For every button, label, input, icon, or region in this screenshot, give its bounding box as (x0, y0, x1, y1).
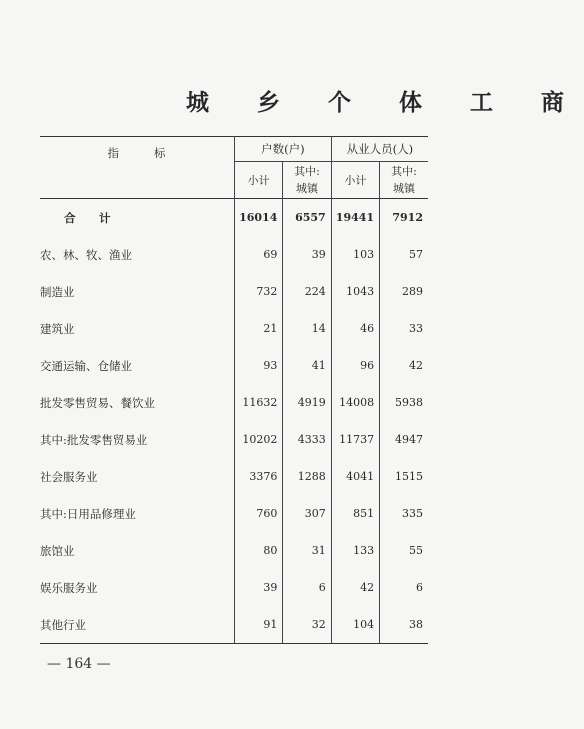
households-urban-cell: 224 (283, 273, 331, 310)
employees-total-cell: 96 (331, 347, 379, 384)
households-total-header: 小计 (235, 162, 283, 199)
households-total-cell: 11632 (235, 384, 283, 421)
row-label: 农、林、牧、渔业 (40, 247, 132, 262)
row-label: 其中:批发零售贸易业 (40, 432, 148, 447)
table-row (40, 236, 428, 273)
households-total-cell: 760 (235, 495, 283, 532)
households-group-header: 户数(户) (235, 137, 332, 162)
employees-urban-cell: 5938 (380, 384, 428, 421)
employees-urban-cell: 335 (380, 495, 428, 532)
table-row (40, 569, 428, 606)
row-label: 制造业 (40, 284, 75, 299)
employees-urban-header-line2: 城镇 (393, 182, 416, 195)
households-urban-cell: 6557 (283, 199, 331, 237)
row-label: 批发零售贸易、餐饮业 (40, 395, 155, 410)
households-urban-cell: 4333 (283, 421, 331, 458)
row-label: 社会服务业 (40, 469, 98, 484)
employees-total-cell: 46 (331, 310, 379, 347)
employees-urban-cell: 42 (380, 347, 428, 384)
employees-urban-cell: 7912 (380, 199, 428, 237)
row-label: 交通运输、仓储业 (40, 358, 132, 373)
households-total-cell: 91 (235, 606, 283, 644)
employees-total-cell: 19441 (331, 199, 379, 237)
employees-urban-cell: 4947 (380, 421, 428, 458)
households-total-cell: 16014 (235, 199, 283, 237)
employees-total-cell: 4041 (331, 458, 379, 495)
employees-urban-cell: 6 (380, 569, 428, 606)
employees-urban-cell: 1515 (380, 458, 428, 495)
households-total-cell: 21 (235, 310, 283, 347)
households-urban-cell: 307 (283, 495, 331, 532)
employees-total-header: 小计 (331, 162, 379, 199)
households-total-cell: 80 (235, 532, 283, 569)
row-label: 旅馆业 (40, 543, 75, 558)
table-row (40, 273, 428, 310)
employees-urban-header-line1: 其中: (391, 165, 417, 178)
row-label: 其他行业 (40, 617, 86, 632)
page-number: — 164 — (47, 656, 111, 672)
total-row (40, 199, 428, 237)
statistics-table (40, 136, 428, 644)
households-urban-cell: 1288 (283, 458, 331, 495)
row-label: 合 计 (64, 210, 117, 225)
table-row (40, 606, 428, 644)
employees-group-header: 从业人员(人) (331, 137, 428, 162)
row-label: 其中:日用品修理业 (40, 506, 136, 521)
employees-total-cell: 103 (331, 236, 379, 273)
households-total-cell: 732 (235, 273, 283, 310)
table-row (40, 495, 428, 532)
employees-total-cell: 42 (331, 569, 379, 606)
households-total-cell: 69 (235, 236, 283, 273)
table-row (40, 347, 428, 384)
employees-total-cell: 14008 (331, 384, 379, 421)
row-label: 娱乐服务业 (40, 580, 98, 595)
employees-urban-cell: 55 (380, 532, 428, 569)
employees-total-cell: 133 (331, 532, 379, 569)
households-urban-cell: 39 (283, 236, 331, 273)
households-urban-header (283, 162, 331, 199)
table-body (40, 199, 428, 644)
employees-urban-cell: 38 (380, 606, 428, 644)
employees-urban-cell: 57 (380, 236, 428, 273)
households-urban-header-line2: 城镇 (296, 182, 319, 195)
households-urban-cell: 14 (283, 310, 331, 347)
employees-total-cell: 11737 (331, 421, 379, 458)
employees-total-cell: 851 (331, 495, 379, 532)
households-urban-cell: 31 (283, 532, 331, 569)
table-row (40, 532, 428, 569)
table-row (40, 421, 428, 458)
page-title: 城 乡 个 体 工 商 (186, 89, 584, 116)
households-total-cell: 10202 (235, 421, 283, 458)
households-urban-cell: 6 (283, 569, 331, 606)
households-total-cell: 3376 (235, 458, 283, 495)
indicator-header (40, 137, 235, 199)
households-total-cell: 93 (235, 347, 283, 384)
households-total-cell: 39 (235, 569, 283, 606)
households-urban-cell: 4919 (283, 384, 331, 421)
employees-urban-cell: 33 (380, 310, 428, 347)
employees-total-cell: 104 (331, 606, 379, 644)
indicator-header-char-1: 指 (107, 146, 120, 160)
employees-total-cell: 1043 (331, 273, 379, 310)
row-label: 建筑业 (40, 321, 75, 336)
households-urban-cell: 32 (283, 606, 331, 644)
households-urban-cell: 41 (283, 347, 331, 384)
table-row (40, 458, 428, 495)
table-row (40, 384, 428, 421)
table-row (40, 310, 428, 347)
employees-urban-header (380, 162, 428, 199)
employees-urban-cell: 289 (380, 273, 428, 310)
households-urban-header-line1: 其中: (294, 165, 320, 178)
indicator-header-char-2: 标 (154, 146, 167, 160)
